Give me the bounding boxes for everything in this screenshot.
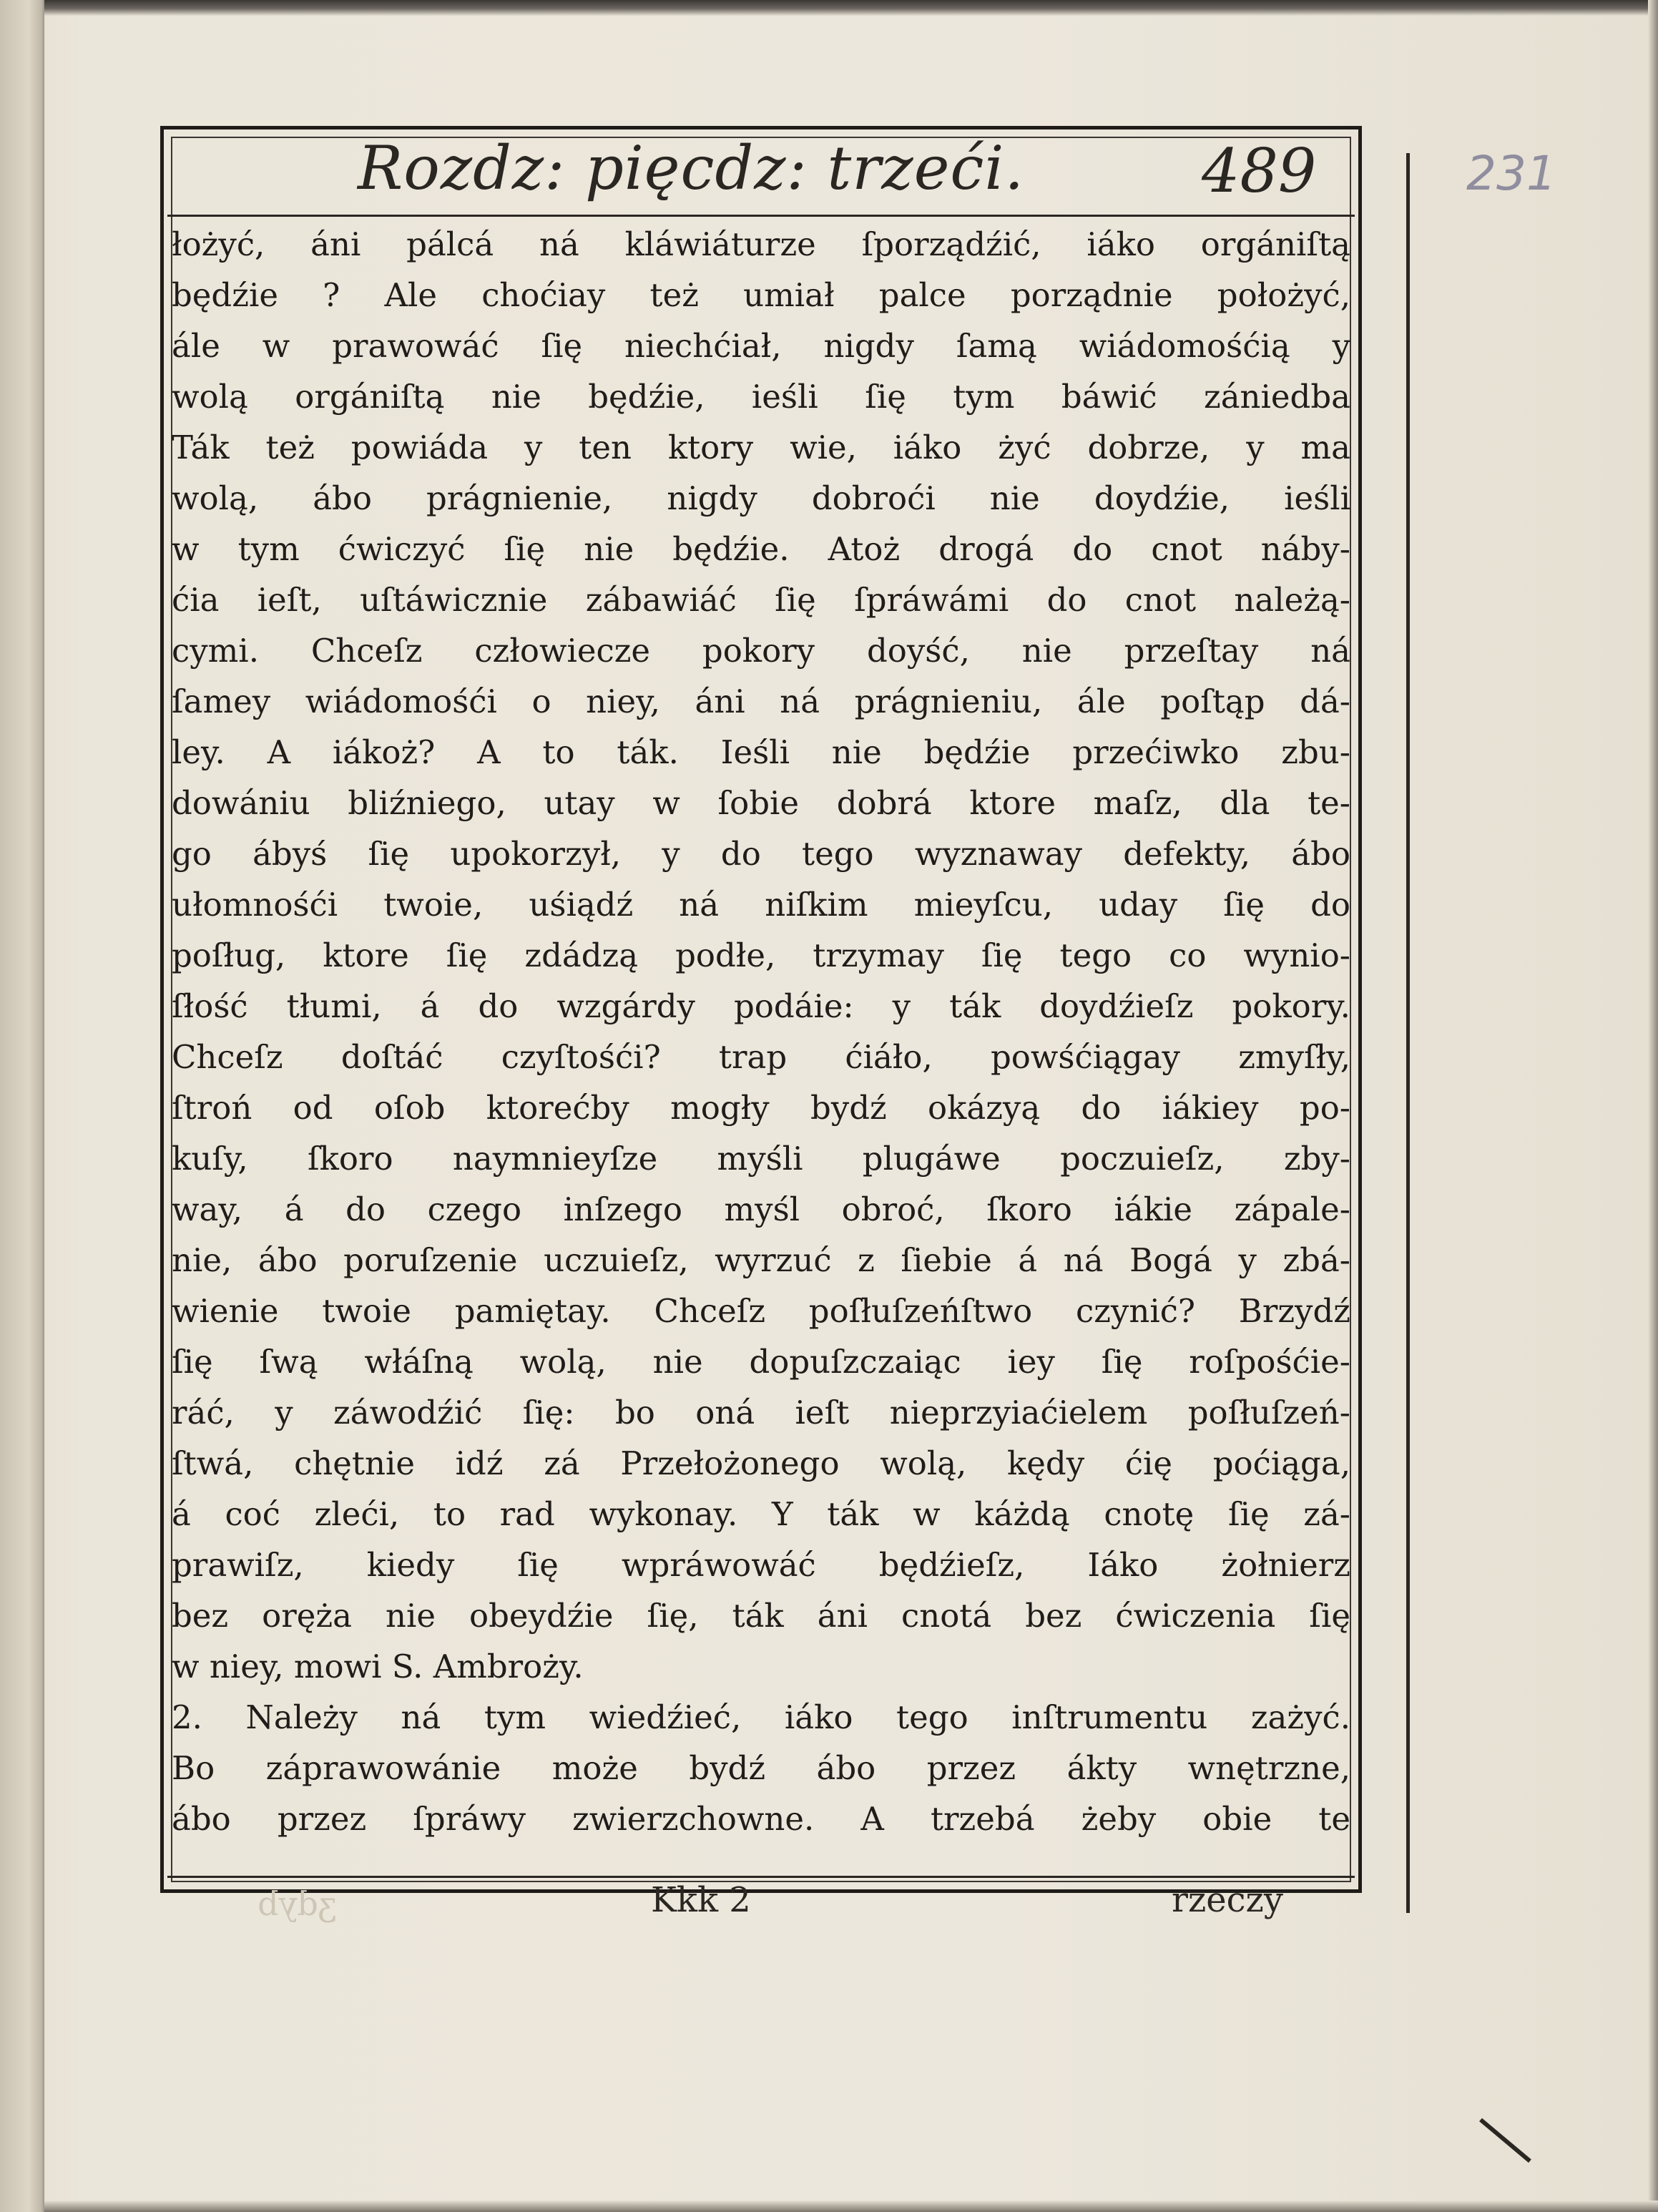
signature-mark: Kkk 2 [651, 1880, 751, 1920]
text-line: wolą, ábo prágnienie, nigdy dobroći nie doydźie, ieśli [172, 479, 1350, 517]
text-line: ſtwá, chętnie idź zá Przełożonego wolą, kędy ćię poćiąga, [172, 1444, 1350, 1482]
right-page-edge [1648, 0, 1658, 2212]
text-line: ſamey wiádomośći o niey, áni ná prágnieniu, ále poſtąp dá- [172, 682, 1350, 720]
bottom-page-edge [44, 2201, 1658, 2212]
text-line: bez oręża nie obeydźie ſię, ták áni cnotá bez ćwiczenia ſię [172, 1597, 1350, 1635]
text-line: cymi. Chceſz człowiecze pokory doyść, nie przeſtay ná [172, 632, 1350, 670]
text-line: wolą orgániſtą nie będźie, ieśli ſię tym báwić zániedba [172, 378, 1350, 416]
text-line: Chceſz doſtáć czyſtośći? trap ćiáło, powśćiągay zmyſły, [172, 1038, 1350, 1076]
text-line: w niey, mowi S. Ambroży. [172, 1648, 584, 1685]
text-line: ſtroń od oſob ktorećby mogły bydź okázyą do iákiey po- [172, 1089, 1350, 1127]
text-line: ábo przez ſpráwy zwierzchowne. A trzebá żeby obie te [172, 1800, 1350, 1838]
running-head: Rozdz: pięcdz: trzeći. [358, 133, 1025, 203]
catchword: rzeczy [1172, 1880, 1283, 1920]
left-page-edge [0, 0, 44, 2212]
text-line: w tym ćwiczyć ſię nie będźie. Atoż drogá do cnot náby- [172, 530, 1350, 568]
footer-rule [167, 1876, 1355, 1878]
text-line: łożyć, áni pálcá ná kláwiáturze ſporządźić, iáko orgániſtą [172, 225, 1350, 263]
text-line: ułomnośći twoie, uśiądź ná niſkim mieyſcu, uday ſię do [172, 886, 1350, 924]
text-line: nie, ábo poruſzenie uczuieſz, wyrzuć z ſiebie á ná Bogá y zbá- [172, 1241, 1350, 1279]
text-line: way, á do czego inſzego myśl obroć, ſkoro iákie zápale- [172, 1190, 1350, 1228]
text-line: prawiſz, kiedy ſię wpráwowáć będźieſz, Iáko żołnierz [172, 1546, 1350, 1584]
text-line: 2. Należy ná tym wiedźieć, iáko tego inſtrumentu zażyć. [172, 1698, 1350, 1736]
bleed-through-ink: ʒdyb [257, 1884, 337, 1923]
text-line: go ábyś ſię upokorzył, y do tego wyznaway defekty, ábo [172, 835, 1350, 873]
body-text [172, 219, 1350, 1844]
archive-folio-number: 231 [1466, 146, 1556, 201]
header-rule [167, 215, 1355, 217]
text-line: Bo záprawowánie może bydź ábo przez ákty wnętrzne, [172, 1749, 1350, 1787]
text-line: wienie twoie pamiętay. Chceſz poſłuſzeńſtwo czynić? Brzydź [172, 1292, 1350, 1330]
text-line: ráć, y záwodźić ſię: bo oná ieſt nieprzyiaćielem poſłuſzeń- [172, 1394, 1350, 1432]
text-line: kuſy, ſkoro naymnieyſze myśli plugáwe poczuieſz, zby- [172, 1140, 1350, 1178]
frame-right-rule [1406, 153, 1410, 1913]
text-line: dowániu bliźniego, utay w ſobie dobrá ktore maſz, dla te- [172, 784, 1350, 822]
text-line: á coć zleći, to rad wykonay. Y ták w káżdą cnotę ſię zá- [172, 1495, 1350, 1533]
text-line: poſług, ktore ſię zdádzą podłe, trzymay ſię tego co wynio- [172, 936, 1350, 974]
top-page-edge [44, 0, 1658, 16]
text-line: ćia ieſt, uſtáwicznie zábawiáć ſię ſpráwámi do cnot należą- [172, 581, 1350, 619]
text-line: będźie ? Ale choćiay też umiał palce porządnie położyć, [172, 276, 1350, 314]
text-line: ley. A iákoż? A to ták. Ieśli nie będźie przećiwko zbu- [172, 733, 1350, 771]
text-line: Ták też powiáda y ten ktory wie, iáko żyć dobrze, y ma [172, 429, 1350, 466]
text-line: ále w prawowáć ſię niechćiał, nigdy ſamą wiádomośćią y [172, 327, 1350, 365]
page-number: 489 [1202, 136, 1317, 206]
text-line: ſię ſwą włáſną wolą, nie dopuſzczaiąc iey ſię roſpośćie- [172, 1343, 1350, 1381]
text-line: ſłość tłumi, á do wzgárdy podáie: y ták doydźieſz pokory. [172, 987, 1350, 1025]
